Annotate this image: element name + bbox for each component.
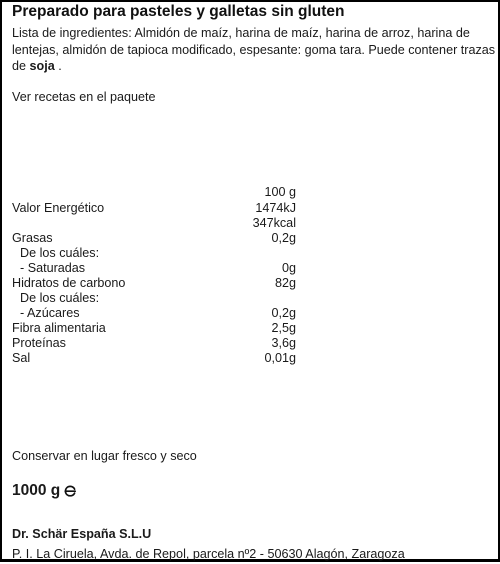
nutrition-row [2,276,500,291]
company-name: Dr. Schär España S.L.U [12,527,152,541]
company-address: P. I. La Ciruela, Avda. de Repol, parcela nº2 - 50630 Alagón, Zaragoza [12,547,405,561]
ingredients-text: Lista de ingredientes: Almidón de maíz, harina de maíz, harina de arroz, harina de lentejas, almidón de tapioca modificado, espesante: goma tara. Puede contener trazas de [12,26,496,73]
nutrient-name: De los cuáles: [20,291,100,305]
nutrition-row [2,321,500,336]
nutrition-header: 100 g [264,185,296,199]
nutrient-value: 347kcal [252,216,296,230]
nutrient-name: Sal [12,351,31,365]
nutrient-name: De los cuáles: [20,246,100,260]
nutrient-name: Valor Energético [12,201,105,215]
nutrient-value: 0,2g [271,231,296,245]
nutrition-header-row [2,185,500,200]
nutrition-row [2,306,500,321]
nutrient-value: 3,6g [271,336,296,350]
nutrient-name: Fibra alimentaria [12,321,106,335]
nutrition-row [2,261,500,276]
product-title: Preparado para pasteles y galletas sin gluten [12,3,345,20]
nutrition-row [2,351,500,366]
nutrient-name: Proteínas [12,336,66,350]
net-weight [12,482,77,500]
nutrient-name: - Azúcares [20,306,80,320]
nutrient-name: - Saturadas [20,261,86,275]
nutrition-row [2,216,500,231]
nutrition-row [2,201,500,216]
allergen-soja: soja [29,59,55,73]
estimated-e-icon [63,484,77,498]
nutrient-value: 0g [281,261,296,275]
nutrition-row [2,291,500,306]
nutrient-name: Grasas [12,231,53,245]
nutrient-value: 2,5g [271,321,296,335]
nutrition-table [2,2,500,564]
storage-instructions: Conservar en lugar fresco y seco [12,449,197,463]
recipes-note: Ver recetas en el paquete [12,90,156,104]
nutrient-name: Hidratos de carbono [12,276,126,290]
nutrition-row [2,246,500,261]
nutrition-row [2,231,500,246]
nutrition-row [2,336,500,351]
nutrient-value: 82g [274,276,296,290]
nutrient-value: 0,2g [271,306,296,320]
nutrient-value: 0,01g [264,351,296,365]
net-weight-value: 1000 g [12,482,61,499]
ingredients-end: . [54,59,62,73]
nutrient-value: 1474kJ [255,201,296,215]
